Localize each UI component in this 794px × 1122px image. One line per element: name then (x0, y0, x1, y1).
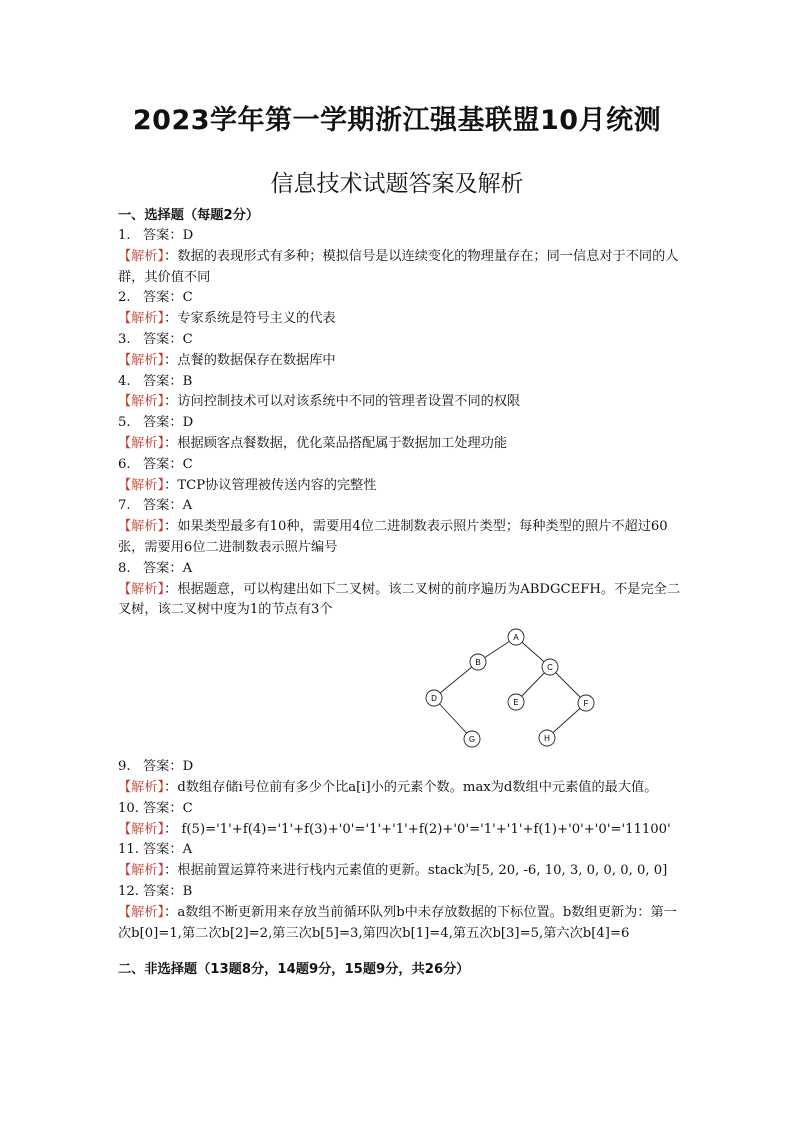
tree-node-label-h: H (544, 734, 550, 744)
answer-line (118, 226, 688, 247)
answer-list (118, 226, 688, 944)
answer-line (118, 882, 688, 903)
analysis-line (118, 247, 688, 289)
analysis-text: ：点餐的数据保存在数据库中 (164, 352, 336, 368)
answer-line (118, 496, 688, 517)
analysis-line (118, 309, 688, 330)
analysis-line (118, 476, 688, 497)
analysis-tag: 【解析】 (118, 477, 165, 493)
answer-prefix: 答案： (143, 498, 183, 514)
analysis-line (118, 580, 688, 622)
answer-prefix: 答案： (143, 373, 183, 389)
answer-prefix: 答案： (143, 228, 183, 243)
tree-node-label-d: D (431, 694, 437, 704)
answer-prefix: 答案： (143, 331, 183, 347)
question-number: 11. (118, 842, 139, 858)
answer-value: D (182, 415, 194, 431)
answer-value: A (182, 560, 193, 576)
question-number: 8. (118, 560, 131, 576)
section-heading-nonchoice: 二、非选择题（13题8分，14题9分，15题9分，共26分） (118, 962, 470, 978)
answer-value: C (182, 800, 193, 816)
document-body (118, 205, 688, 980)
analysis-line (118, 392, 688, 413)
tree-node-label-f: F (583, 699, 589, 709)
answer-line (118, 330, 688, 351)
analysis-line (118, 820, 688, 841)
answer-value: B (182, 373, 193, 389)
answer-prefix: 答案： (143, 415, 183, 431)
analysis-text: ：TCP协议管理被传送内容的完整性 (164, 477, 377, 493)
answer-prefix: 答案： (143, 800, 183, 816)
answer-prefix: 答案： (143, 456, 183, 472)
tree-node-label-a: A (513, 633, 519, 643)
question-number: 3. (118, 331, 131, 347)
tree-node-label-e: E (513, 698, 519, 708)
answer-prefix: 答案： (143, 290, 183, 306)
answer-line (118, 455, 688, 476)
analysis-tag: 【解析】 (118, 863, 165, 879)
question-number: 4. (118, 373, 131, 389)
analysis-text: ：数据的表现形式有多种；模拟信号是以连续变化的物理量存在；同一信息对于不同的人群，其价值不同 (118, 248, 679, 285)
answer-line (118, 413, 688, 434)
analysis-text: ：如果类型最多有10种，需要用4位二进制数表示照片类型；每种类型的照片不超过60张，需要用6位二进制数表示照片编号 (118, 519, 668, 555)
answer-line (118, 372, 688, 393)
analysis-line (118, 351, 688, 372)
tree-node-label-g: G (468, 735, 476, 745)
analysis-text: ：a数组不断更新用来存放当前循环队列b中未存放数据的下标位置。b数组更新为：第一次b[0]=1,第二次b[2]=2,第三次b[5]=3,第四次b[1]=4,第五次b[3]=5,第六次b[4]=6 (118, 904, 677, 941)
analysis-tag: 【解析】 (118, 904, 165, 920)
answer-prefix: 答案： (143, 560, 183, 576)
analysis-line (118, 434, 688, 455)
answer-prefix: 答案： (143, 883, 183, 899)
analysis-line (118, 778, 688, 799)
analysis-text: ：专家系统是符号主义的代表 (164, 311, 336, 327)
analysis-tag: 【解析】 (118, 248, 165, 264)
analysis-text: ：根据题意，可以构建出如下二叉树。该二叉树的前序遍历为ABDGCEFH。不是完全二叉树，该二叉树中度为1的节点有3个 (118, 581, 681, 618)
analysis-tag: 【解析】 (118, 435, 165, 451)
analysis-line (118, 861, 688, 882)
answer-value: C (182, 331, 193, 347)
answer-prefix: 答案： (143, 842, 183, 858)
analysis-line (118, 517, 688, 559)
answer-line (118, 757, 688, 778)
question-number: 7. (118, 498, 131, 514)
tree-node-label-c: C (547, 663, 553, 673)
analysis-tag: 【解析】 (118, 394, 165, 410)
analysis-tag: 【解析】 (118, 311, 165, 327)
analysis-tag: 【解析】 (118, 821, 165, 837)
question-number: 6. (118, 456, 131, 472)
binary-tree-diagram (268, 627, 648, 755)
answer-value: D (182, 759, 194, 775)
page-title: 2023学年第一学期浙江强基联盟10月统测 (132, 105, 662, 136)
tree-edge-b-d (434, 662, 478, 698)
analysis-text: ：访问控制技术可以对该系统中不同的管理者设置不同的权限 (164, 394, 521, 410)
answer-line (118, 799, 688, 820)
question-number: 2. (118, 290, 131, 306)
analysis-text: ： f(5)='1'+f(4)='1'+f(3)+'0'='1'+'1'+f(2)+'0'='1'+'1'+f(1)+'0'+'0'='11100' (164, 821, 671, 837)
analysis-tag: 【解析】 (118, 779, 165, 795)
answer-value: C (182, 290, 193, 306)
analysis-text: ：根据顾客点餐数据，优化菜品搭配属于数据加工处理功能 (164, 435, 508, 451)
answer-value: D (182, 228, 194, 243)
question-number: 5. (118, 415, 131, 431)
analysis-text: ：d数组存储i号位前有多少个比a[i]小的元素个数。max为d数组中元素值的最大值。 (164, 779, 658, 795)
page-subtitle: 信息技术试题答案及解析 (270, 171, 524, 197)
analysis-tag: 【解析】 (118, 352, 165, 368)
answer-value: A (182, 498, 193, 514)
analysis-tag: 【解析】 (118, 581, 165, 597)
tree-node-label-b: B (475, 658, 481, 668)
question-number: 10. (118, 800, 139, 816)
section-heading-choice: 一、选择题（每题2分） (118, 208, 260, 223)
answer-line (118, 840, 688, 861)
answer-line (118, 559, 688, 580)
analysis-line (118, 903, 688, 945)
answer-prefix: 答案： (143, 759, 183, 775)
answer-value: A (182, 842, 193, 858)
analysis-tag: 【解析】 (118, 519, 165, 535)
question-number: 1. (118, 228, 131, 243)
answer-line (118, 288, 688, 309)
answer-value: C (182, 456, 193, 472)
analysis-text: ：根据前置运算符来进行栈内元素值的更新。stack为[5, 20, -6, 10, 3, 0, 0, 0, 0, 0] (164, 863, 668, 879)
answer-value: B (182, 883, 193, 899)
question-number: 12. (118, 883, 139, 899)
question-number: 9. (118, 759, 131, 775)
